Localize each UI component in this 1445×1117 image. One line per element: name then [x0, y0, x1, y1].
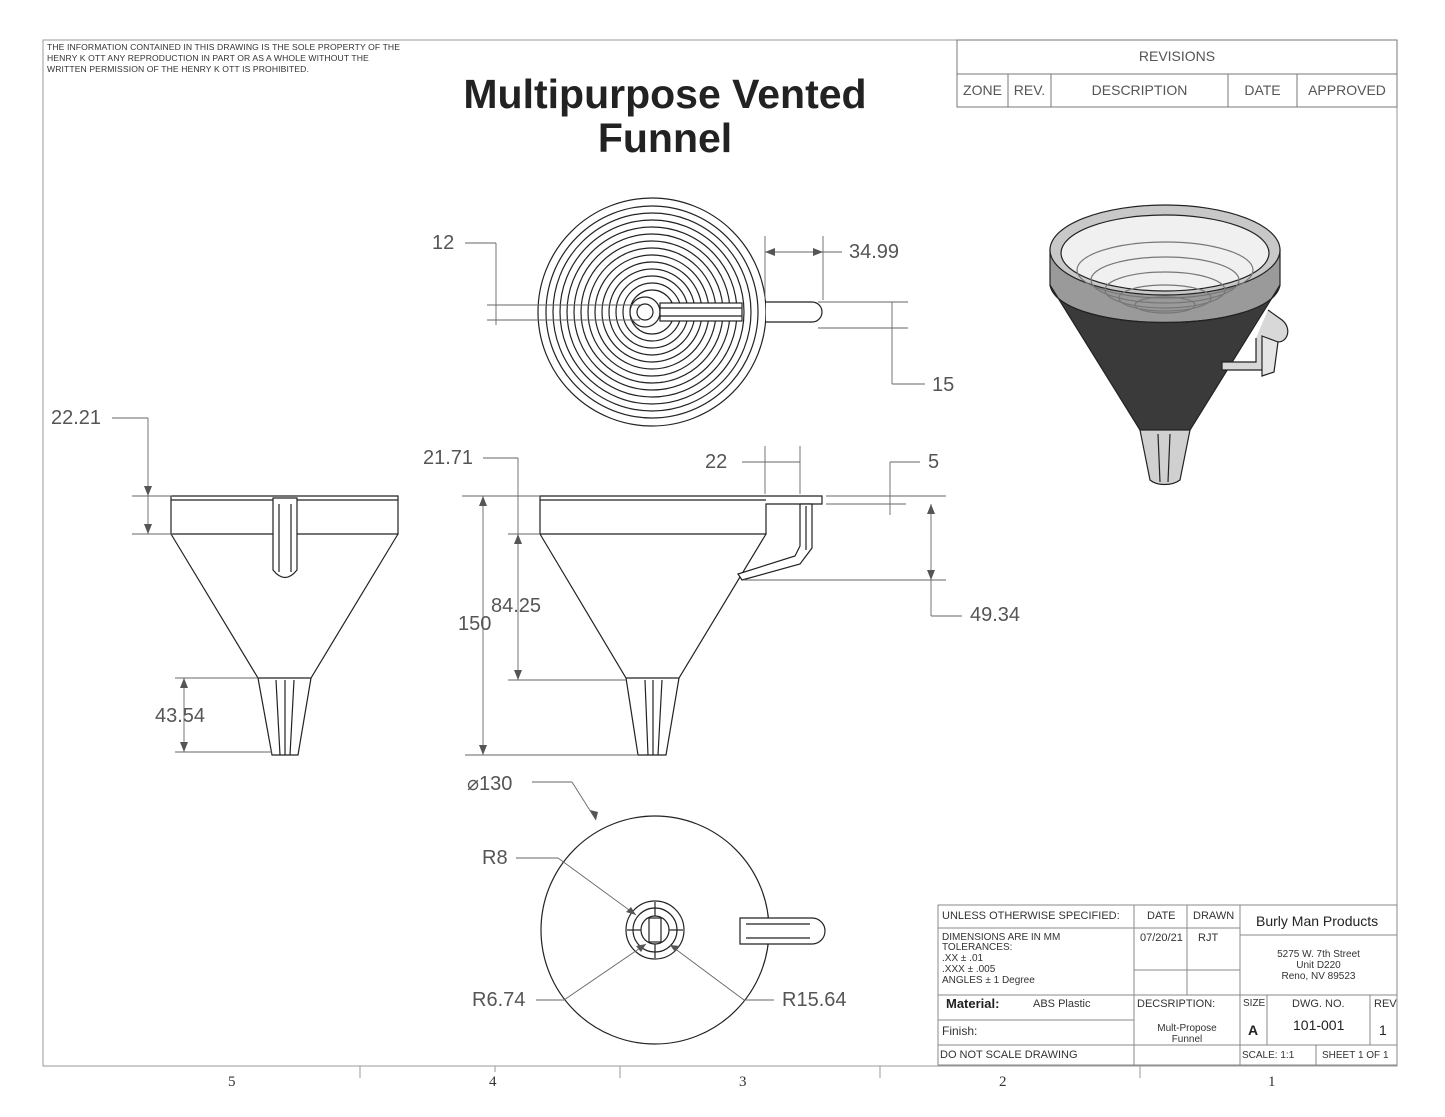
dim-43-54: 43.54 — [155, 705, 206, 727]
tb-address-3: Reno, NV 89523 — [1281, 971, 1356, 982]
tb-do-not-scale: DO NOT SCALE DRAWING — [940, 1049, 1078, 1061]
dim-diameter-130-value: 130 — [479, 773, 513, 795]
zone-1: 1 — [1268, 1074, 1276, 1090]
zone-4: 4 — [489, 1074, 497, 1090]
dim-5: 5 — [928, 451, 940, 473]
tb-description-2: Funnel — [1171, 1034, 1203, 1045]
tb-description-label: DECSRIPTION: — [1137, 998, 1216, 1010]
dim-diameter-130 — [467, 771, 512, 796]
front-view — [540, 496, 822, 755]
tb-dims-mm: DIMENSIONS ARE IN MM — [942, 932, 1061, 943]
tb-company: Burly Man Products — [1256, 913, 1379, 929]
dim-49-34: 49.34 — [970, 604, 1021, 626]
tb-dwg-label: DWG. NO. — [1292, 998, 1345, 1010]
tb-address-2: Unit D220 — [1296, 960, 1341, 971]
diameter-symbol-icon: ⌀ — [467, 773, 480, 795]
dim-22-21: 22.21 — [51, 407, 102, 429]
tb-unless: UNLESS OTHERWISE SPECIFIED: — [942, 910, 1120, 922]
tb-tol-xxx: .XXX ± .005 — [942, 964, 996, 975]
revisions-heading: REVISIONS — [1138, 48, 1216, 64]
dim-84-25: 84.25 — [491, 595, 542, 617]
dim-r15-64: R15.64 — [782, 989, 847, 1011]
tb-sheet: SHEET 1 OF 1 — [1322, 1050, 1389, 1061]
tb-size-label: SIZE — [1243, 998, 1266, 1009]
dim-r6-74: R6.74 — [472, 989, 526, 1011]
tb-rev: 1 — [1379, 1022, 1387, 1038]
tb-tol-xx: .XX ± .01 — [942, 953, 984, 964]
rev-col-date: DATE — [1244, 82, 1281, 98]
rev-col-zone: ZONE — [963, 82, 1002, 98]
tb-description-1: Mult-Propose — [1157, 1023, 1217, 1034]
tb-finish-label: Finish: — [942, 1024, 978, 1038]
rev-col-approved: APPROVED — [1308, 82, 1386, 98]
zone-2: 2 — [999, 1074, 1007, 1090]
dim-34-99: 34.99 — [849, 241, 900, 263]
tb-date: 07/20/21 — [1140, 932, 1183, 944]
tb-angles: ANGLES ± 1 Degree — [942, 975, 1035, 986]
bottom-dim-lines — [516, 782, 774, 1000]
ownership-notice: THE INFORMATION CONTAINED IN THIS DRAWING IS THE SOLE PROPERTY OF THE HENRY K OTT ANY REPRODUCTION IN PART OR AS A WHOLE WITHOUT THE WRITTEN PERMISSION OF THE HENRY K OTT IS PROHIBITED. — [47, 42, 401, 74]
zone-ticks — [360, 1066, 1140, 1078]
tb-date-label: DATE — [1147, 910, 1176, 922]
dim-21-71: 21.71 — [423, 447, 474, 469]
dim-22: 22 — [705, 451, 728, 473]
top-view — [538, 198, 822, 426]
tb-material-label: Material: — [946, 996, 1000, 1011]
tb-material: ABS Plastic — [1033, 998, 1091, 1010]
tb-address-1: 5275 W. 7th Street — [1277, 949, 1360, 960]
zone-5: 5 — [228, 1074, 236, 1090]
tb-rev-label: REV — [1374, 998, 1397, 1010]
tb-size: A — [1248, 1022, 1259, 1038]
drawing-title: Multipurpose Vented Funnel — [463, 71, 867, 161]
tb-scale: SCALE: 1:1 — [1242, 1050, 1295, 1061]
tb-dwg: 101-001 — [1293, 1017, 1345, 1033]
rev-col-rev: REV. — [1013, 82, 1046, 98]
tb-drawn: RJT — [1198, 932, 1219, 944]
isometric-view — [1050, 205, 1288, 485]
dim-150: 150 — [458, 613, 492, 635]
dim-15: 15 — [932, 374, 955, 396]
rev-col-description: DESCRIPTION — [1091, 82, 1188, 98]
left-side-dim-lines — [112, 418, 272, 752]
tb-drawn-label: DRAWN — [1193, 910, 1235, 922]
tb-tolerances: TOLERANCES: — [942, 942, 1013, 953]
dim-12: 12 — [432, 232, 455, 254]
dim-r8: R8 — [482, 847, 508, 869]
zone-3: 3 — [739, 1074, 747, 1090]
